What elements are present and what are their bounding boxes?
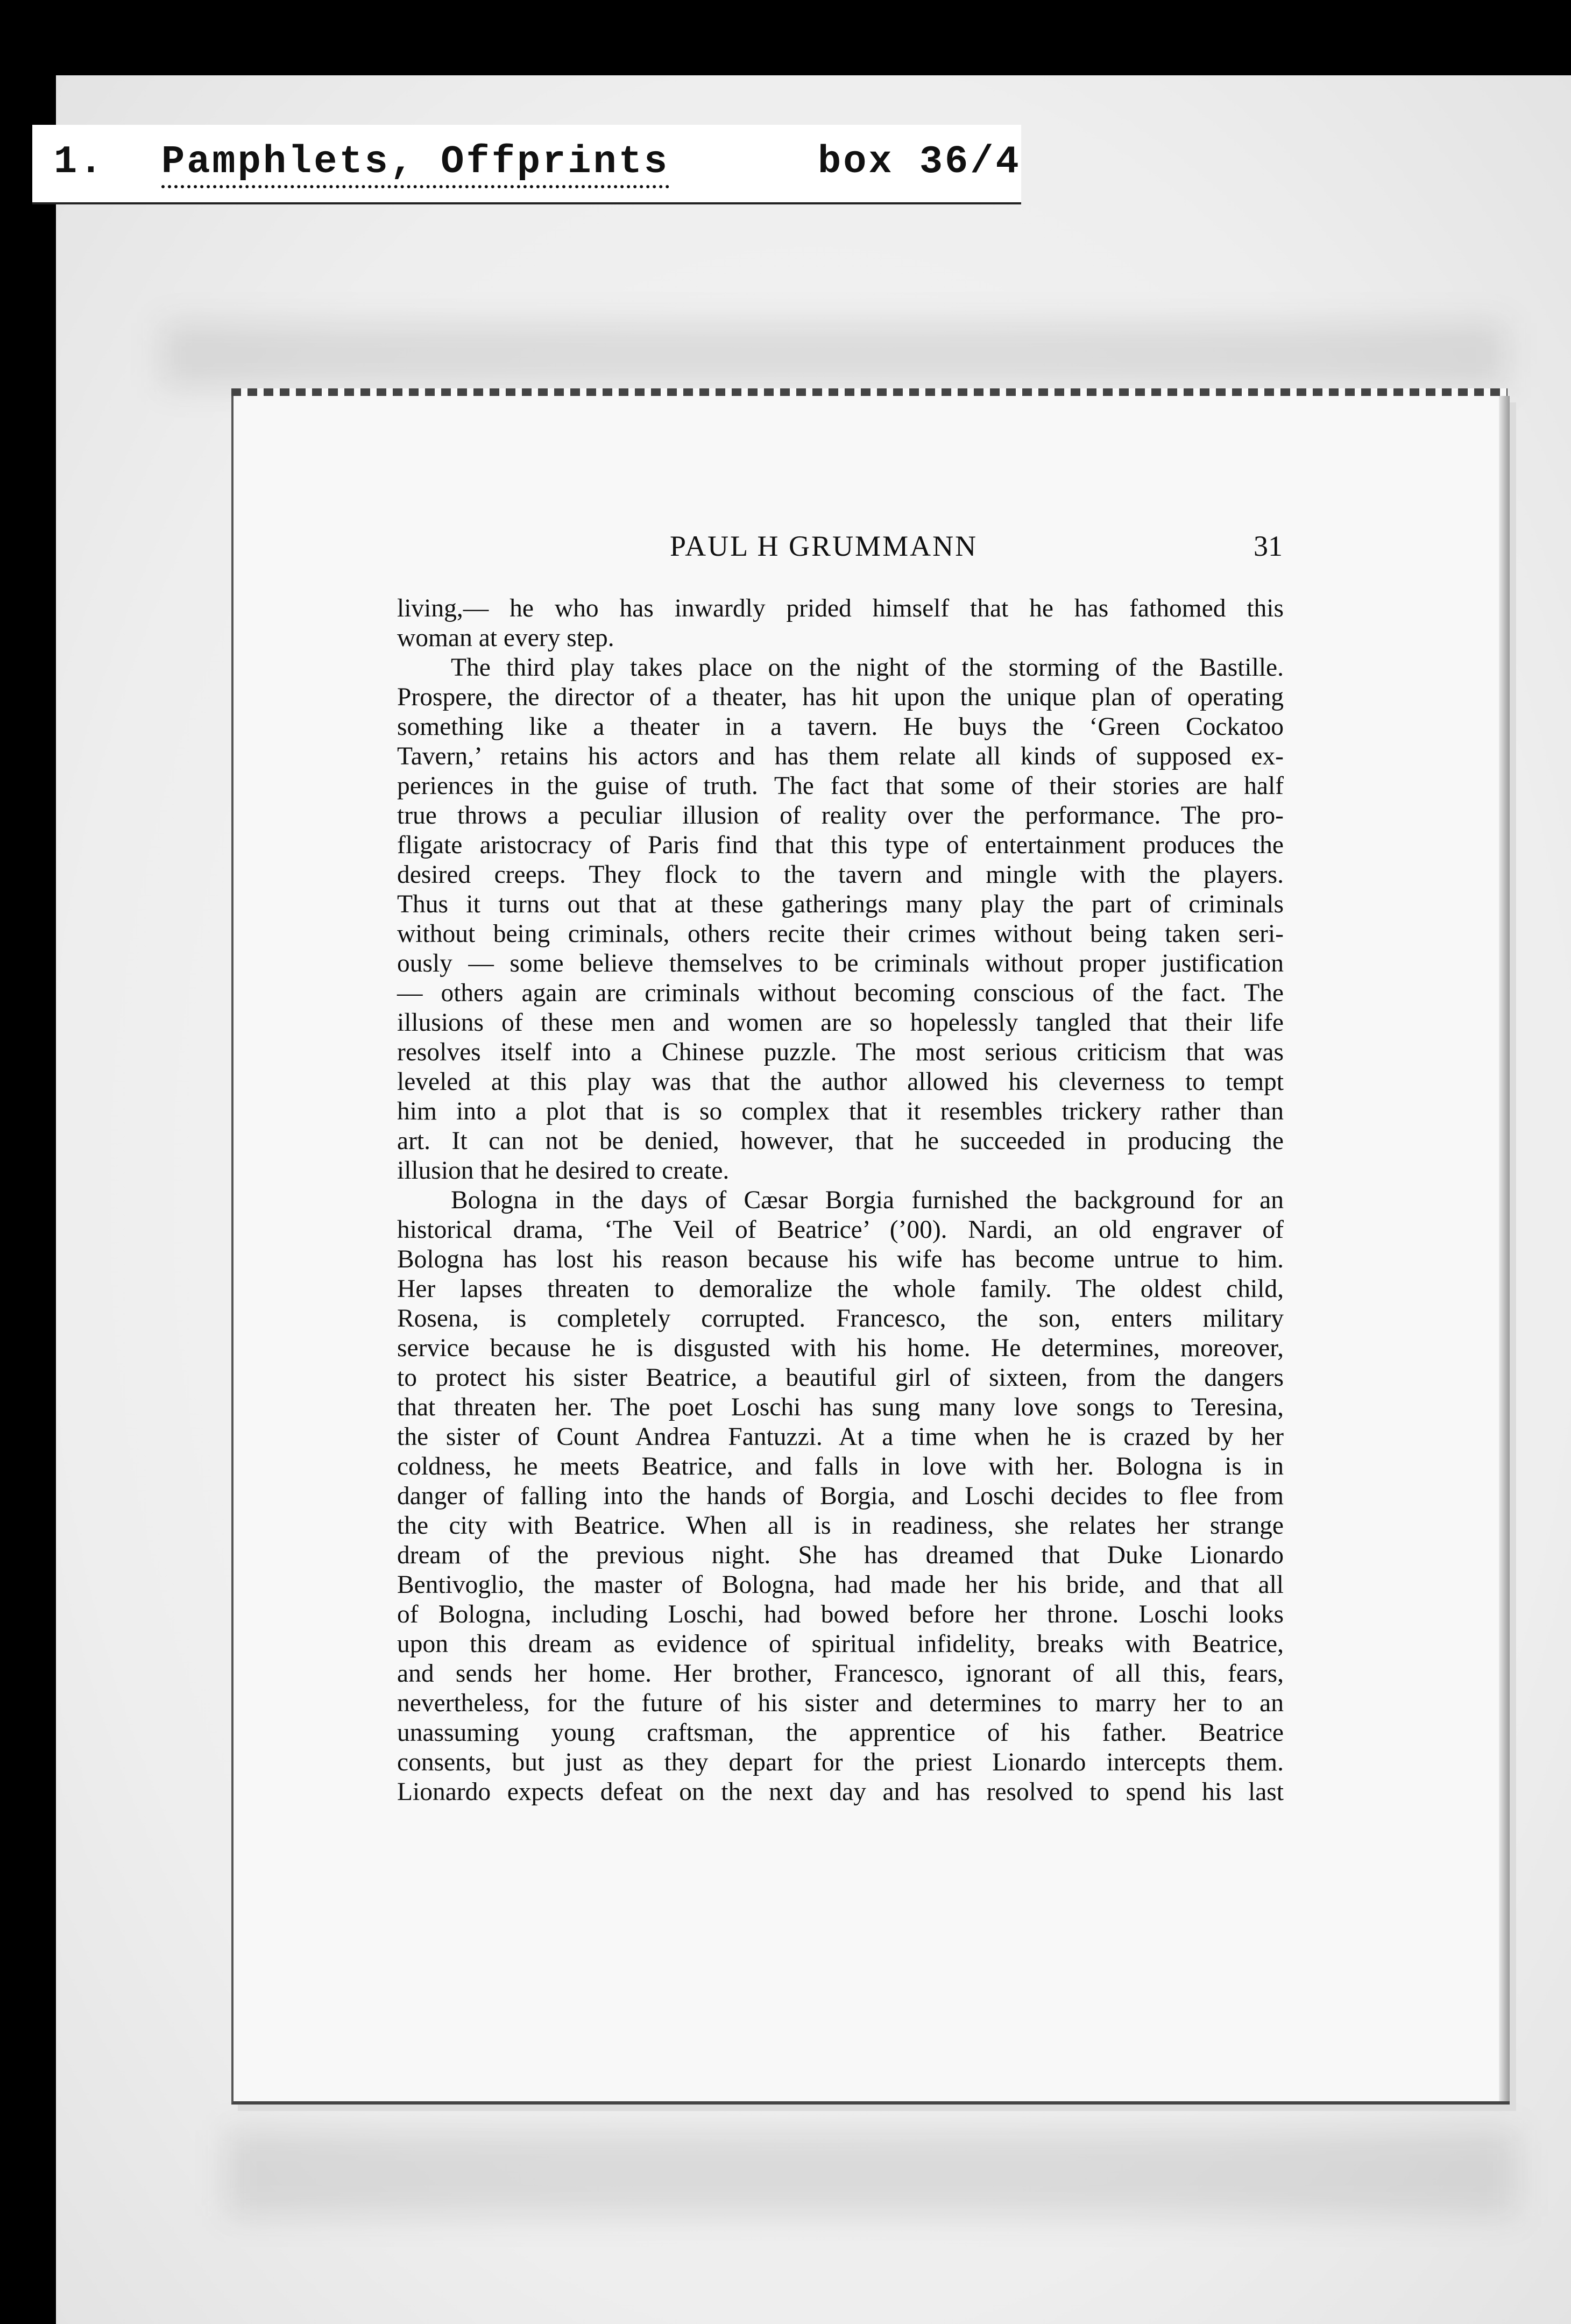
text-line: periences in the guise of truth. The fact that some of their stories are half <box>397 772 1284 800</box>
shadow-band <box>226 2130 1517 2216</box>
page-number: 31 <box>1254 530 1283 562</box>
text-line: resolves itself into a Chinese puzzle. The most serious criticism that was <box>397 1038 1284 1066</box>
text-line: fligate aristocracy of Paris find that this type of entertainment produces the <box>397 831 1284 859</box>
archive-label <box>32 125 1021 204</box>
text-line: leveled at this play was that the author allowed his cleverness to tempt <box>397 1068 1284 1096</box>
text-line: ously — some believe themselves to be criminals without proper justification <box>397 950 1284 977</box>
text-line: Her lapses threaten to demoralize the whole family. The oldest child, <box>397 1275 1284 1303</box>
text-line: to protect his sister Beatrice, a beautiful girl of sixteen, from the dangers <box>397 1364 1284 1392</box>
text-line: upon this dream as evidence of spiritual infidelity, breaks with Beatrice, <box>397 1630 1284 1658</box>
text-line: Bologna has lost his reason because his wife has become untrue to him. <box>397 1245 1284 1273</box>
page-edge <box>1499 396 1510 2101</box>
text-line: Tavern,’ retains his actors and has them relate all kinds of supposed ex- <box>397 742 1284 770</box>
text-line: unassuming young craftsman, the apprentice of his father. Beatrice <box>397 1719 1284 1747</box>
text-line: woman at every step. <box>397 624 614 652</box>
text-line: Thus it turns out that at these gatherings many play the part of criminals <box>397 890 1284 918</box>
text-line: Lionardo expects defeat on the next day and has resolved to spend his last <box>397 1778 1284 1806</box>
page-edge <box>231 388 1508 396</box>
text-line: of Bologna, including Loschi, had bowed before her throne. Loschi looks <box>397 1600 1284 1628</box>
text-line: historical drama, ‘The Veil of Beatrice’ (’00). Nardi, an old engraver of <box>397 1216 1284 1244</box>
text-line: living,— he who has inwardly prided himself that he has fathomed this <box>397 594 1284 622</box>
text-line: — others again are criminals without becoming conscious of the fact. The <box>397 979 1284 1007</box>
text-line: Bologna in the days of Cæsar Borgia furnished the background for an <box>451 1186 1284 1214</box>
text-line: the city with Beatrice. When all is in readiness, she relates her strange <box>397 1512 1284 1540</box>
text-line: him into a plot that is so complex that it resembles trickery rather than <box>397 1097 1284 1125</box>
text-line: without being criminals, others recite their crimes without being taken seri- <box>397 920 1284 948</box>
text-line: true throws a peculiar illusion of reality over the performance. The pro- <box>397 802 1284 830</box>
label-title: Pamphlets, Offprints <box>161 140 669 188</box>
running-head: PAUL H GRUMMANN <box>670 530 978 562</box>
text-line: art. It can not be denied, however, that he succeeded in producing the <box>397 1127 1284 1155</box>
text-line: illusion that he desired to create. <box>397 1157 730 1185</box>
text-line: Prospere, the director of a theater, has hit upon the unique plan of operating <box>397 683 1284 711</box>
label-box-number: box 36/4 <box>818 140 1021 184</box>
text-line: desired creeps. They flock to the tavern and mingle with the players. <box>397 861 1284 889</box>
text-line: service because he is disgusted with his home. He determines, moreover, <box>397 1334 1284 1362</box>
label-number: 1. <box>54 140 105 184</box>
shadow-band <box>161 323 1506 387</box>
text-line: Bentivoglio, the master of Bologna, had made her his bride, and that all <box>397 1571 1284 1599</box>
text-line: nevertheless, for the future of his sister and determines to marry her to an <box>397 1689 1284 1717</box>
text-line: consents, but just as they depart for the priest Lionardo intercepts them. <box>397 1748 1284 1776</box>
text-line: and sends her home. Her brother, Francesco, ignorant of all this, fears, <box>397 1660 1284 1688</box>
text-line: danger of falling into the hands of Borgia, and Loschi decides to flee from <box>397 1482 1284 1510</box>
text-line: something like a theater in a tavern. He buys the ‘Green Cockatoo <box>397 713 1284 741</box>
text-line: coldness, he meets Beatrice, and falls in love with her. Bologna is in <box>397 1452 1284 1480</box>
text-line: The third play takes place on the night of the storming of the Bastille. <box>451 654 1284 682</box>
text-line: dream of the previous night. She has dreamed that Duke Lionardo <box>397 1541 1284 1569</box>
text-line: Rosena, is completely corrupted. Francesco, the son, enters military <box>397 1305 1284 1333</box>
text-line: that threaten her. The poet Loschi has sung many love songs to Teresina, <box>397 1393 1284 1421</box>
text-line: the sister of Count Andrea Fantuzzi. At a time when he is crazed by her <box>397 1423 1284 1451</box>
body-text <box>397 594 1284 1807</box>
text-line: illusions of these men and women are so hopelessly tangled that their life <box>397 1009 1284 1037</box>
